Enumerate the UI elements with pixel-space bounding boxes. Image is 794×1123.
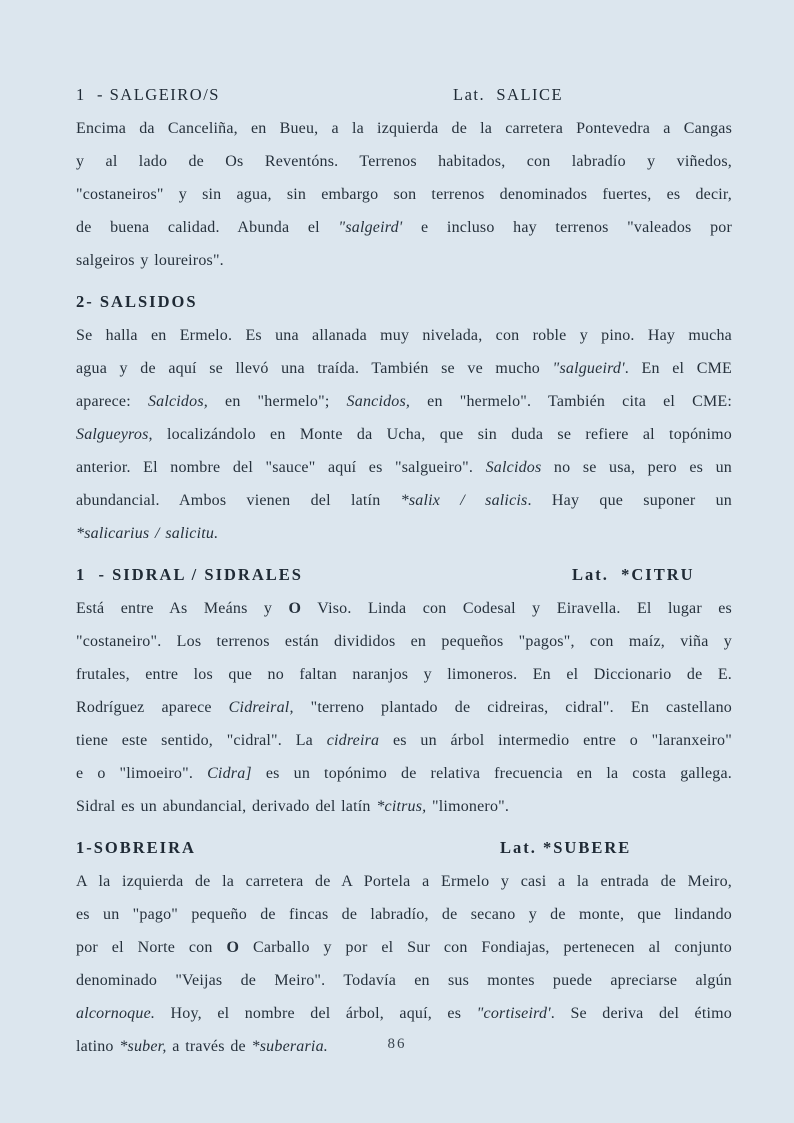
text-line	[76, 625, 732, 658]
text-segment: es un topónimo de relativa frecuencia en la costa gallega.	[251, 765, 732, 782]
italic-segment: "salgueird'	[552, 360, 625, 377]
text-segment: Está entre As Meáns y	[76, 600, 289, 617]
italic-segment: "salgeird'	[338, 219, 403, 236]
text-segment: . Se deriva del étimo	[550, 1005, 732, 1022]
italic-segment: cidreira	[326, 732, 380, 749]
text-segment: agua y de aquí se llevó una traída. También se ve mucho	[76, 360, 553, 377]
text-segment: Viso. Linda con Codesal y Eiravella. El lugar es	[301, 600, 732, 617]
document-section	[76, 78, 732, 277]
text-segment: latino	[76, 1038, 120, 1055]
text-line	[76, 319, 732, 352]
italic-segment: Cidra]	[207, 765, 252, 782]
italic-segment: *citrus,	[376, 798, 427, 815]
text-segment: Se halla en Ermelo. Es una allanada muy nivelada, con roble y pino. Hay mucha	[76, 327, 732, 344]
text-segment: es un árbol intermedio entre o "laranxeiro"	[379, 732, 732, 749]
latin-etymon-label: Lat. *CITRU	[572, 565, 695, 584]
text-segment: e incluso hay terrenos "valeados por	[402, 219, 732, 236]
text-line	[76, 724, 732, 757]
text-line	[76, 658, 732, 691]
page-body	[76, 78, 732, 1063]
text-line	[76, 484, 732, 517]
text-segment: Carballo y por el Sur con Fondiajas, pertenecen al conjunto	[239, 939, 732, 956]
text-segment: Encima da Canceliña, en Bueu, a la izquierda de la carretera Pontevedra a Cangas	[76, 120, 732, 137]
text-segment: de buena calidad. Abunda el	[76, 219, 339, 236]
text-line	[76, 592, 732, 625]
text-segment: no se usa, pero es un	[541, 459, 732, 476]
italic-segment: "cortiseird'	[476, 1005, 551, 1022]
bold-segment: O	[288, 600, 302, 617]
text-line	[76, 964, 732, 997]
italic-segment: *suberaria.	[251, 1038, 328, 1055]
italic-segment: *salix / salicis	[400, 492, 528, 509]
document-section	[76, 831, 732, 1063]
text-segment: en "hermelo". También cita el CME:	[410, 393, 733, 410]
text-segment: es un "pago" pequeño de fincas de labradío, de secano y de monte, que lindando	[76, 906, 732, 923]
text-line	[76, 898, 732, 931]
text-line	[76, 451, 732, 484]
text-line	[76, 211, 732, 244]
latin-etymon-label: Lat. SALICE	[453, 85, 564, 104]
italic-segment: Cidreiral,	[228, 699, 294, 716]
text-line	[76, 352, 732, 385]
latin-etymon-label: Lat. *SUBERE	[500, 838, 632, 857]
text-segment: abundancial. Ambos vienen del latín	[76, 492, 401, 509]
text-segment: localizándolo en Monte da Ucha, que sin duda se refiere al topónimo	[152, 426, 732, 443]
text-line	[76, 790, 732, 823]
text-segment: y al lado de Os Reventóns. Terrenos habitados, con labradío y viñedos,	[76, 153, 732, 170]
italic-segment: Salgueyros,	[76, 426, 153, 443]
section-heading	[76, 558, 732, 592]
section-title: 1-SOBREIRA	[76, 838, 196, 857]
text-segment: . Hay que suponer un	[527, 492, 732, 509]
section-title: 1 - SALGEIRO/S	[76, 85, 220, 104]
text-line	[76, 244, 732, 277]
italic-segment: Salcidos	[485, 459, 542, 476]
italic-segment: Sancidos,	[346, 393, 411, 410]
text-segment: "costaneiros" y sin agua, sin embargo son terrenos denominados fuertes, es decir,	[76, 186, 732, 203]
text-segment: en "hermelo";	[207, 393, 347, 410]
text-segment: por el Norte con	[76, 939, 227, 956]
text-line	[76, 865, 732, 898]
text-line	[76, 178, 732, 211]
text-segment: anterior. El nombre del "sauce" aquí es "salgueiro".	[76, 459, 486, 476]
text-segment: A la izquierda de la carretera de A Portela a Ermelo y casi a la entrada de Meiro,	[76, 873, 732, 890]
page-number: 86	[387, 1036, 407, 1052]
text-line	[76, 757, 732, 790]
text-line	[76, 997, 732, 1030]
text-line	[76, 517, 732, 550]
document-section	[76, 285, 732, 550]
text-segment: frutales, entre los que no faltan naranjos y limoneros. En el Diccionario de E.	[76, 666, 732, 683]
text-segment: e o "limoeiro".	[76, 765, 208, 782]
document-section	[76, 558, 732, 823]
text-segment: "limonero".	[426, 798, 510, 815]
section-heading	[76, 78, 732, 112]
section-heading	[76, 285, 732, 319]
text-segment: denominado "Veijas de Meiro". Todavía en sus montes puede apreciarse algún	[76, 972, 732, 989]
text-line	[76, 385, 732, 418]
text-line	[76, 931, 732, 964]
section-heading	[76, 831, 732, 865]
text-segment: "terreno plantado de cidreiras, cidral". En castellano	[293, 699, 732, 716]
text-segment: Rodríguez aparece	[76, 699, 229, 716]
text-segment: aparece:	[76, 393, 148, 410]
text-line	[76, 691, 732, 724]
text-line	[76, 112, 732, 145]
text-segment: . En el CME	[624, 360, 732, 377]
text-segment: a través de	[166, 1038, 252, 1055]
text-segment: "costaneiro". Los terrenos están divididos en pequeños "pagos", con maíz, viña y	[76, 633, 732, 650]
text-line	[76, 418, 732, 451]
text-segment: salgeiros y loureiros".	[76, 252, 224, 269]
text-line	[76, 145, 732, 178]
italic-segment: *suber,	[119, 1038, 167, 1055]
text-segment: tiene este sentido, "cidral". La	[76, 732, 327, 749]
bold-segment: O	[226, 939, 240, 956]
section-title: 2- SALSIDOS	[76, 292, 198, 311]
text-segment: Sidral es un abundancial, derivado del latín	[76, 798, 377, 815]
italic-segment: Salcidos,	[147, 393, 208, 410]
section-title: 1 - SIDRAL / SIDRALES	[76, 565, 303, 584]
italic-segment: alcornoque.	[76, 1005, 156, 1022]
text-segment: Hoy, el nombre del árbol, aquí, es	[155, 1005, 477, 1022]
italic-segment: *salicarius / salicitu.	[76, 525, 219, 542]
